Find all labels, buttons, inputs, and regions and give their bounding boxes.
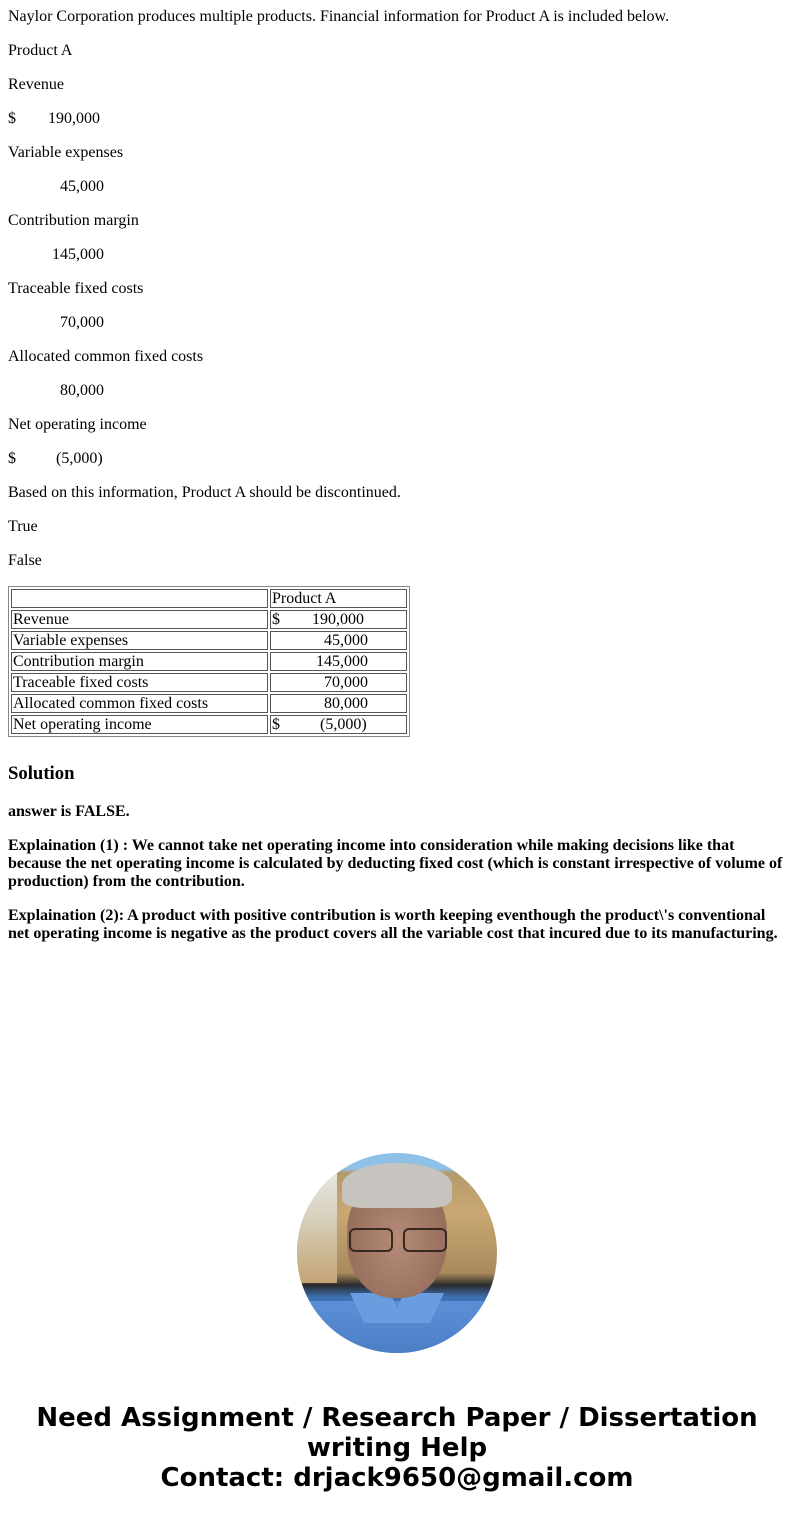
promo-line-2: writing Help (306, 1433, 488, 1463)
line-value-contribution-margin: 145,000 (8, 246, 104, 263)
line-value-traceable-fixed-costs: 70,000 (8, 314, 104, 331)
table-cell-value: 145,000 (270, 652, 407, 671)
table-row (11, 673, 407, 692)
line-label-variable-expenses: Variable expenses (8, 144, 124, 161)
line-value-net-operating-income: $ (5,000) (8, 450, 103, 467)
promo-line-1: Need Assignment / Research Paper / Dissertation (36, 1403, 758, 1433)
table-row (11, 694, 407, 713)
line-label-revenue: Revenue (8, 76, 64, 93)
table-row (11, 610, 407, 629)
table-header-row (11, 589, 407, 608)
table-cell-value: $ 190,000 (270, 610, 407, 629)
promo-contact: Contact: drjack9650@gmail.com (160, 1463, 634, 1493)
line-value-variable-expenses: 45,000 (8, 178, 104, 195)
table-row (11, 715, 407, 734)
table-cell-label: Contribution margin (11, 652, 268, 671)
table-row (11, 631, 407, 650)
table-cell-value: 70,000 (270, 673, 407, 692)
table-cell-label: Traceable fixed costs (11, 673, 268, 692)
table-cell-label: Net operating income (11, 715, 268, 734)
table-cell-label: Variable expenses (11, 631, 268, 650)
option-false: False (8, 552, 42, 569)
option-true: True (8, 518, 38, 535)
author-avatar (297, 1153, 497, 1353)
line-value-allocated-common-fixed-costs: 80,000 (8, 382, 104, 399)
table-cell-value: $ (5,000) (270, 715, 407, 734)
table-row (11, 652, 407, 671)
solution-heading: Solution (8, 763, 75, 784)
table-cell-label: Allocated common fixed costs (11, 694, 268, 713)
line-label-contribution-margin: Contribution margin (8, 212, 139, 229)
product-heading: Product A (8, 42, 73, 59)
table-header-empty (11, 589, 268, 608)
solution-answer: answer is FALSE. (8, 803, 130, 820)
question-intro: Naylor Corporation produces multiple products. Financial information for Product A is included below. (8, 8, 670, 25)
line-label-traceable-fixed-costs: Traceable fixed costs (8, 280, 144, 297)
line-label-allocated-common-fixed-costs: Allocated common fixed costs (8, 348, 204, 365)
solution-explanation-2: Explaination (2): A product with positive contribution is worth keeping eventhough the product\'s conventional net operating income is negative as the product covers all the variable cost that incured due to its manufacturing. (8, 907, 778, 942)
table-cell-value: 45,000 (270, 631, 407, 650)
table-cell-label: Revenue (11, 610, 268, 629)
solution-explanation-1: Explaination (1) : We cannot take net operating income into consideration while making decisions like that because the net operating income is calculated by deducting fixed cost (which is constant irrespective of volume of production) from the contribution. (8, 837, 783, 890)
question-statement: Based on this information, Product A should be discontinued. (8, 484, 401, 501)
line-label-net-operating-income: Net operating income (8, 416, 147, 433)
promo-banner (0, 1403, 794, 1493)
table-cell-value: 80,000 (270, 694, 407, 713)
table-header-product-a: Product A (270, 589, 407, 608)
financial-table (8, 586, 410, 737)
line-value-revenue: $ 190,000 (8, 110, 100, 127)
